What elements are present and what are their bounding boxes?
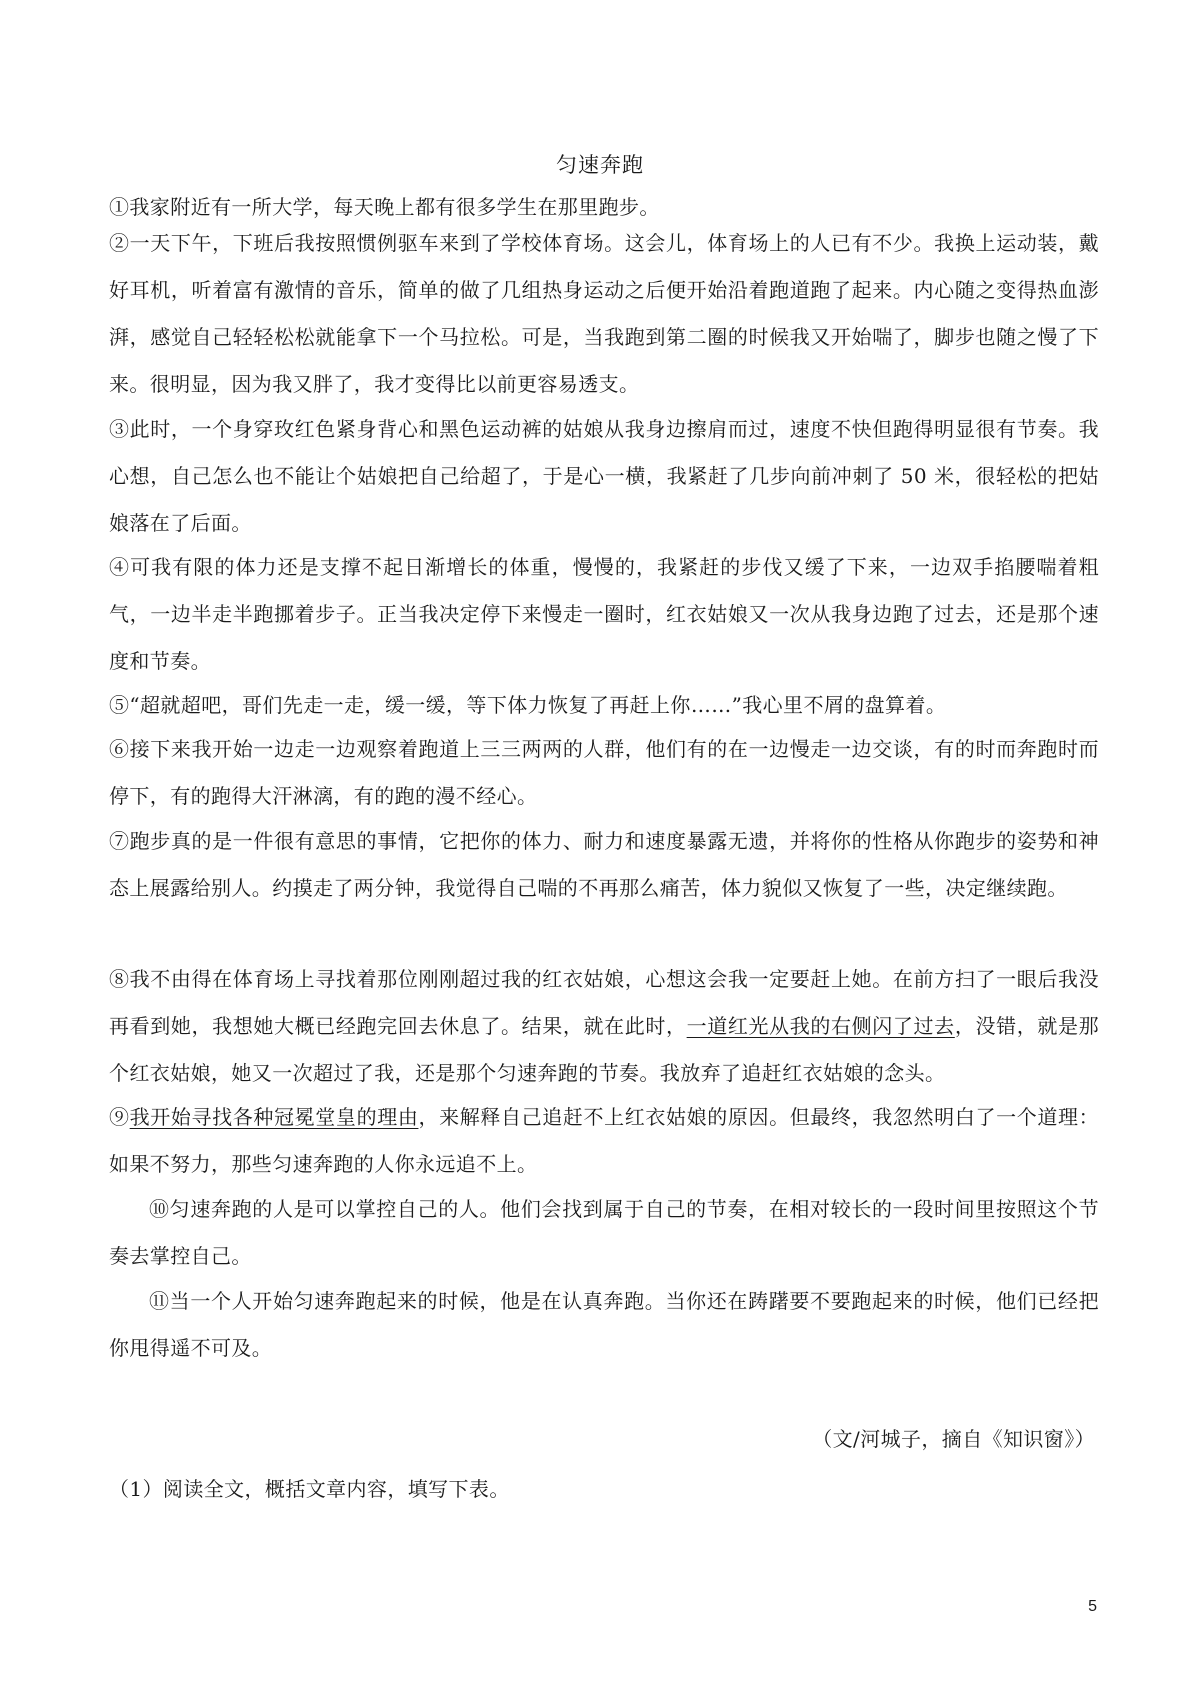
paragraph-8-text-b: ，没错，就是那个红衣姑娘，她又一次超过了我，还是那个匀速奔跑的节奏。我放弃了追赶红衣姑娘的念头。 [109,1014,1099,1085]
paragraph-2: ②一天下午，下班后我按照惯例驱车来到了学校体育场。这会儿，体育场上的人已有不少。我换上运动装，戴好耳机，听着富有激情的音乐，简单的做了几组热身运动之后便开始沿着跑道跑了起来。内心随之变得热血澎湃，感觉自己轻轻松松就能拿下一个马拉松。可是，当我跑到第二圈的时候我又开始喘了，脚步也随之慢了下来。很明显，因为我又胖了，我才变得比以前更容易透支。 [109,231,1099,396]
page-number: 5 [1088,1598,1097,1615]
paragraph-6: ⑥接下来我开始一边走一边观察着跑道上三三两两的人群，他们有的在一边慢走一边交谈，有的时而奔跑时而停下，有的跑得大汗淋漓，有的跑的漫不经心。 [109,737,1099,808]
paragraph-9-underlined-sentence: 我开始寻找各种冠冕堂皇的理由 [129,1105,419,1129]
question-1: （1）阅读全文，概括文章内容，填写下表。 [109,1477,510,1501]
paragraph-9 [109,1094,1099,1188]
paragraph-8-underlined-sentence: 一道红光从我的右侧闪了过去 [686,1014,955,1038]
paragraph-8 [109,956,1099,1097]
paragraph-9-text: ，来解释自己追赶不上红衣姑娘的原因。但最终，我忽然明白了一个道理：如果不努力，那些匀速奔跑的人你永远追不上。 [109,1105,1099,1176]
article-title: 匀速奔跑 [556,153,644,177]
paragraph-8-text-a: ⑧我不由得在体育场上寻找着那位刚刚超过我的红衣姑娘，心想这会我一定要赶上她。在前方扫了一眼后我没再看到她，我想她大概已经跑完回去休息了。结果，就在此时， [109,967,1099,1038]
paragraph-10: ⑩匀速奔跑的人是可以掌控自己的人。他们会找到属于自己的节奏，在相对较长的一段时间里按照这个节奏去掌控自己。 [109,1197,1099,1268]
paragraph-1: ①我家附近有一所大学，每天晚上都有很多学生在那里跑步。 [109,195,660,219]
paragraph-5: ⑤“超就超吧，哥们先走一走，缓一缓，等下体力恢复了再赶上你……”我心里不屑的盘算着。 [109,693,947,717]
paragraph-4: ④可我有限的体力还是支撑不起日渐增长的体重，慢慢的，我紧赶的步伐又缓了下来，一边双手掐腰喘着粗气，一边半走半跑挪着步子。正当我决定停下来慢走一圈时，红衣姑娘又一次从我身边跑了过去，还是那个速度和节奏。 [109,555,1099,673]
paragraph-11: ⑪当一个人开始匀速奔跑起来的时候，他是在认真奔跑。当你还在踌躇要不要跑起来的时候，他们已经把你甩得遥不可及。 [109,1289,1099,1360]
article-source: （文/河城子，摘自《知识窗》） [812,1427,1095,1451]
paragraph-7: ⑦跑步真的是一件很有意思的事情，它把你的体力、耐力和速度暴露无遗，并将你的性格从你跑步的姿势和神态上展露给别人。约摸走了两分钟，我觉得自己喘的不再那么痛苦，体力貌似又恢复了一些，决定继续跑。 [109,829,1099,900]
paragraph-3: ③此时，一个身穿玫红色紧身背心和黑色运动裤的姑娘从我身边擦肩而过，速度不快但跑得明显很有节奏。我心想，自己怎么也不能让个姑娘把自己给超了，于是心一横，我紧赶了几步向前冲刺了 50 米，很轻松的把姑娘落在了后面。 [109,417,1099,535]
paragraph-9-number: ⑨ [109,1105,130,1129]
